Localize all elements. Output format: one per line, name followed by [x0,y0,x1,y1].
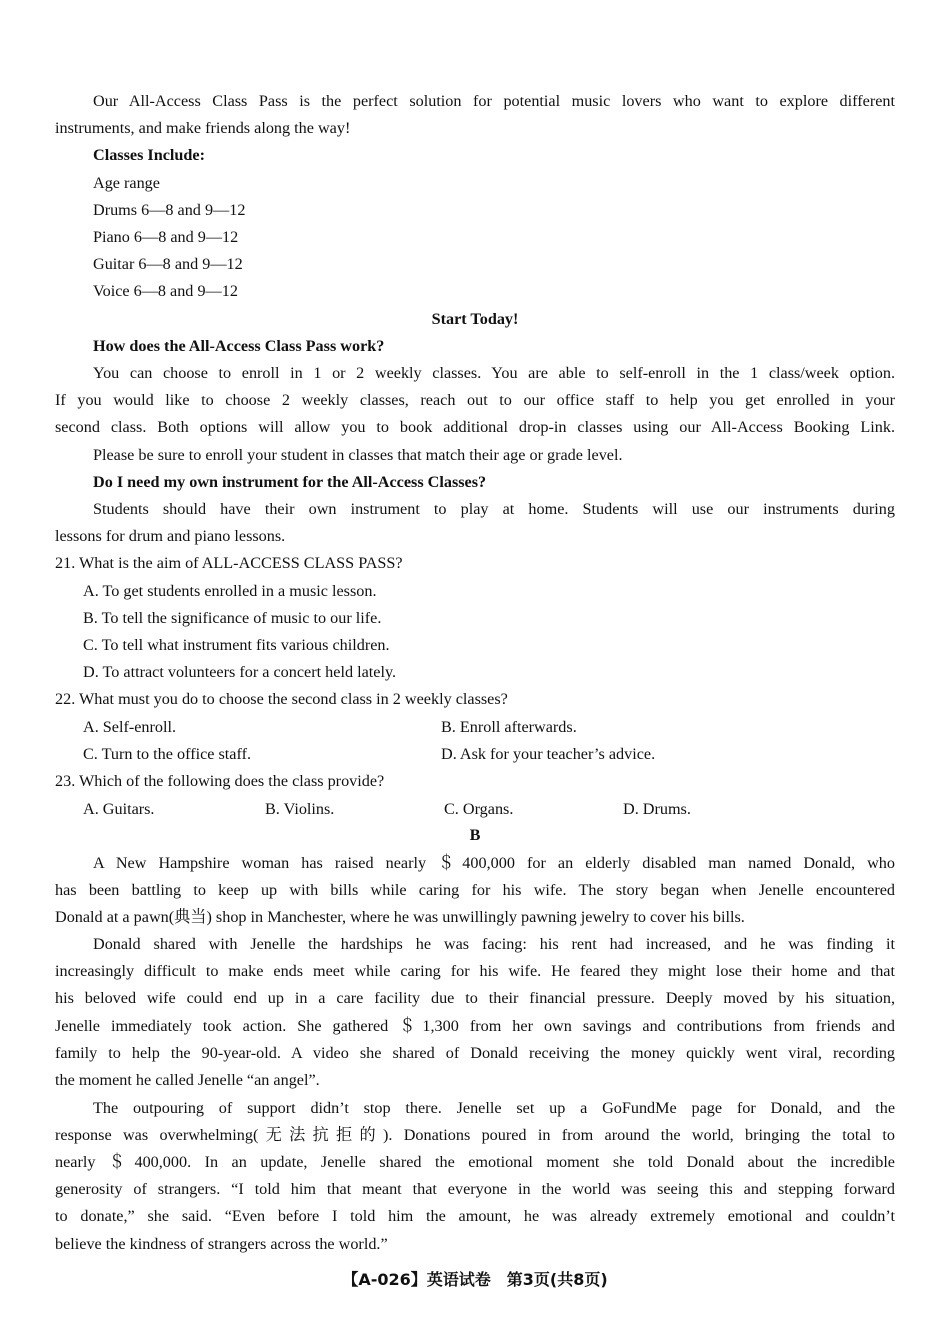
class-item: Guitar 6—8 and 9—12 [93,255,243,273]
how-line: You can choose to enroll in 1 or 2 weekly classes. You are able to self-enroll in the 1 class/week option. [93,364,895,382]
q22-option-b: B. Enroll afterwards. [441,718,577,736]
q21-option-c: C. To tell what instrument fits various children. [83,636,390,654]
intro-line: instruments, and make friends along the way! [55,119,351,137]
passage-b-line: Donald shared with Jenelle the hardships he was facing: his rent had increased, and he was finding it [93,935,895,953]
passage-b-line: The outpouring of support didn’t stop there. Jenelle set up a GoFundMe page for Donald, and the [93,1099,895,1117]
question-22: 22. What must you do to choose the second class in 2 weekly classes? [55,690,508,708]
passage-b-line: Donald at a pawn(典当) shop in Manchester, where he was unwillingly pawning jewelry to cover his bills. [55,908,745,926]
q23-option-c: C. Organs. [444,800,514,818]
class-item: Voice 6—8 and 9—12 [93,282,238,300]
passage-b-line: his beloved wife could end up in a care facility due to their financial pressure. Deeply moved by his situation, [55,989,895,1007]
passage-b-line: nearly ＄400,000. In an update, Jenelle shared the emotional moment she told Donald about the incredible [55,1153,895,1171]
instrument-heading: Do I need my own instrument for the All-Access Classes? [93,473,487,491]
passage-b-line: generosity of strangers. “I told him that meant that everyone in the world was seeing this and stepping forward [55,1180,895,1198]
q23-option-d: D. Drums. [623,800,691,818]
instrument-line: lessons for drum and piano lessons. [55,527,286,545]
q23-option-b: B. Violins. [265,800,335,818]
page-footer: 【A-026】英语试卷 第3页(共8页) [342,1270,608,1289]
class-item: Drums 6—8 and 9—12 [93,201,246,219]
passage-b-line: to donate,” she said. “Even before I told him the amount, he was already extremely emotional and couldn’t [55,1207,895,1225]
section-b-heading: B [469,826,481,844]
class-item: Piano 6—8 and 9—12 [93,228,239,246]
please-note: Please be sure to enroll your student in classes that match their age or grade level. [93,446,623,464]
intro-line: Our All-Access Class Pass is the perfect solution for potential music lovers who want to explore different [93,92,895,110]
passage-b-line: has been battling to keep up with bills while caring for his wife. The story began when Jenelle encountered [55,881,895,899]
passage-b-line: Jenelle immediately took action. She gathered ＄1,300 from her own savings and contributions from friends and [55,1017,895,1035]
instrument-line: Students should have their own instrument to play at home. Students will use our instruments during [93,500,895,518]
q23-option-a: A. Guitars. [83,800,155,818]
classes-heading: Classes Include: [93,146,205,164]
question-23: 23. Which of the following does the class provide? [55,772,385,790]
q21-option-a: A. To get students enrolled in a music lesson. [83,582,377,600]
how-heading: How does the All-Access Class Pass work? [93,337,385,355]
start-today-heading: Start Today! [431,310,519,328]
q21-option-b: B. To tell the significance of music to our life. [83,609,382,627]
passage-b-line: family to help the 90-year-old. A video she shared of Donald receiving the money quickly went viral, recording [55,1044,895,1062]
passage-b-line: the moment he called Jenelle “an angel”. [55,1071,320,1089]
passage-b-line: believe the kindness of strangers across the world.” [55,1235,388,1253]
question-21: 21. What is the aim of ALL-ACCESS CLASS PASS? [55,554,403,572]
how-line: If you would like to choose 2 weekly classes, reach out to our office staff to help you get enrolled in your [55,391,895,409]
how-line: second class. Both options will allow you to book additional drop-in classes using our All-Access Booking Link. [55,418,895,436]
passage-b-line: response was overwhelming(无法抗拒的). Donations poured in from around the world, bringing the total to [55,1126,895,1144]
q22-option-a: A. Self-enroll. [83,718,177,736]
passage-b-line: increasingly difficult to make ends meet while caring for his wife. He feared they might lose their home and that [55,962,895,980]
q22-option-c: C. Turn to the office staff. [83,745,252,763]
passage-b-line: A New Hampshire woman has raised nearly ＄400,000 for an elderly disabled man named Donald, who [93,854,895,872]
q22-option-d: D. Ask for your teacher’s advice. [441,745,656,763]
q21-option-d: D. To attract volunteers for a concert held lately. [83,663,397,681]
class-item: Age range [93,174,160,192]
